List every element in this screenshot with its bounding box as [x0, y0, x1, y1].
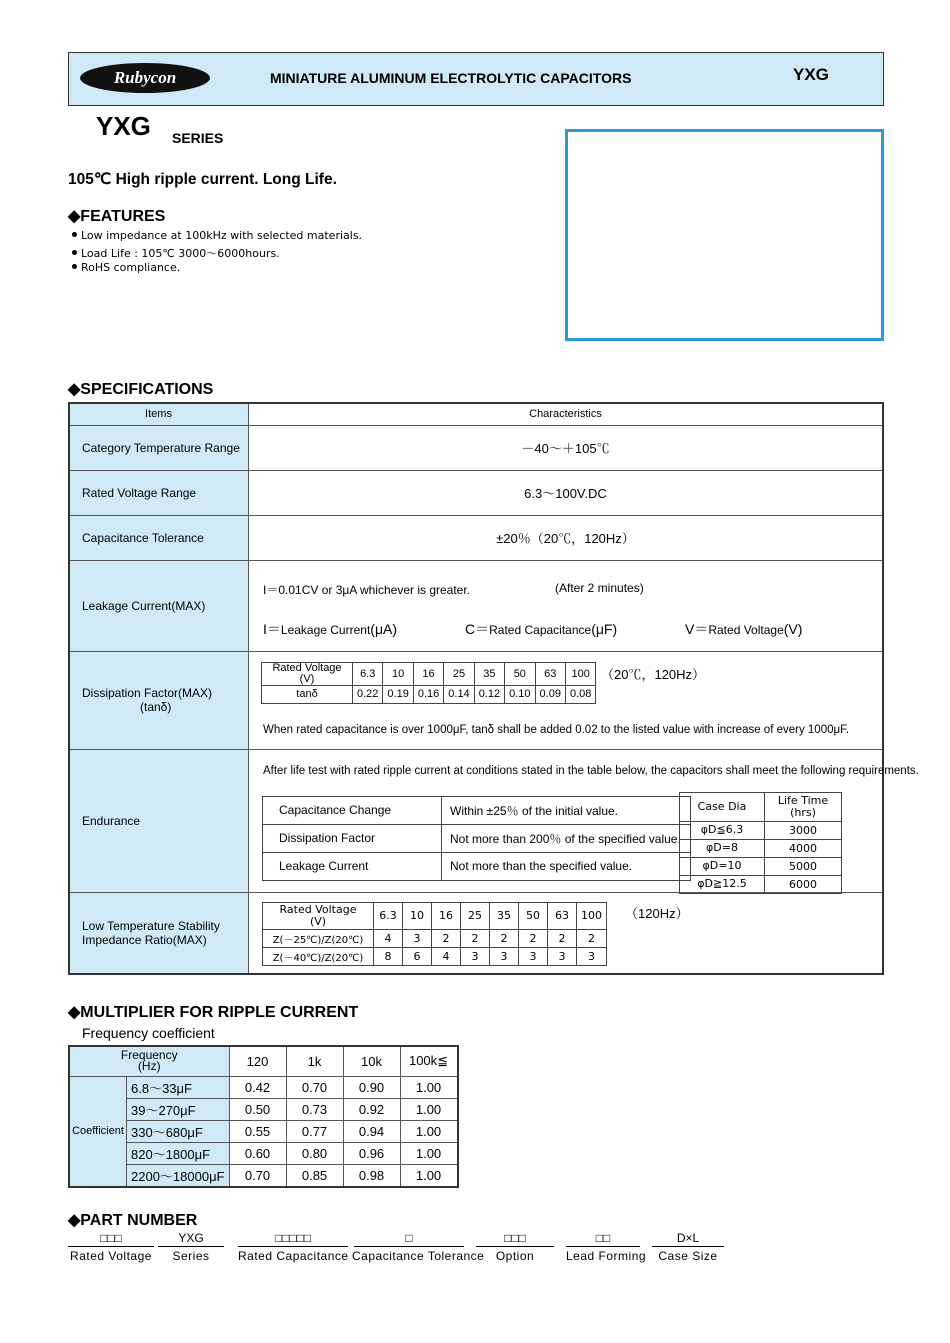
freq-120: 120 — [229, 1046, 286, 1076]
freq-1k: 1k — [286, 1046, 343, 1076]
tand-note: When rated capacitance is over 1000μF, tanδ shall be added 0.02 to the listed value with increase of every 1000μF. — [263, 723, 850, 736]
item-temperature: Category Temperature Range — [69, 425, 249, 470]
item-endurance: Endurance — [69, 749, 249, 892]
rubycon-logo: Rubycon — [80, 63, 210, 93]
specifications-title: ◆SPECIFICATIONS — [68, 381, 214, 398]
value-tolerance: ±20％（20℃，120Hz） — [249, 515, 884, 560]
part-field-lead-forming: □□ Lead Forming — [566, 1231, 647, 1263]
header-title: MINIATURE ALUMINUM ELECTROLYTIC CAPACITORS — [270, 70, 632, 86]
freq-10k: 10k — [343, 1046, 400, 1076]
impedance-ratio-table: Rated Voltage (V) 6.3 10 16 25 35 50 63 100 Z(－25℃)/Z(20℃) 4 3 2 2 2 2 2 2 Z(－40℃)/Z(20℃) 8 6 4 3 3 3 3 3 — [262, 902, 607, 966]
part-field-case-size: D×L Case Size — [652, 1231, 724, 1263]
ripple-title: ◆MULTIPLIER FOR RIPPLE CURRENT — [68, 1004, 359, 1021]
value-temperature: －40～＋105℃ — [249, 425, 884, 470]
value-endurance — [249, 749, 919, 892]
life-time-table: Case Dia Life Time (hrs) φD≦6.3 3000 φD=8 4000 φD=10 5000 φD≧12.5 6000 — [679, 792, 842, 894]
header-series-code: YXG — [793, 65, 829, 84]
col-items: Items — [69, 403, 249, 425]
series-word: SERIES — [172, 130, 224, 146]
impedance-condition: （120Hz） — [625, 905, 689, 921]
series-code: YXG — [96, 111, 151, 141]
headline: 105℃ High ripple current. Long Life. — [68, 171, 337, 188]
feature-item: Low impedance at 100kHz with selected materials. — [72, 229, 362, 242]
tand-condition: （20℃，120Hz） — [601, 666, 706, 682]
table-row: 39～270μF 0.50 0.73 0.92 1.00 — [69, 1098, 458, 1120]
part-number-title: ◆PART NUMBER — [68, 1212, 198, 1229]
leakage-c: C＝Rated Capacitance(μF) — [465, 620, 618, 637]
col-characteristics: Characteristics — [249, 403, 884, 425]
table-row: 2200～18000μF 0.70 0.85 0.98 1.00 — [69, 1164, 458, 1187]
item-dissipation: Dissipation Factor(MAX) (tanδ) — [69, 651, 249, 749]
leakage-after: (After 2 minutes) — [555, 580, 644, 595]
item-low-temperature: Low Temperature Stability Impedance Ratio(MAX) — [69, 892, 249, 974]
item-voltage: Rated Voltage Range — [69, 470, 249, 515]
value-voltage: 6.3～100V.DC — [249, 470, 884, 515]
feature-item: Load Life : 105℃ 3000～6000hours. — [72, 245, 280, 261]
part-field-rated-voltage: □□□ Rated Voltage — [68, 1231, 154, 1263]
part-field-rated-capacitance: □□□□□ Rated Capacitance — [238, 1231, 349, 1263]
item-tolerance: Capacitance Tolerance — [69, 515, 249, 560]
feature-item: RoHS compliance. — [72, 261, 180, 274]
leakage-v: V＝Rated Voltage(V) — [685, 620, 803, 637]
product-image-frame — [565, 129, 884, 341]
freq-label: Frequency (Hz) — [69, 1046, 229, 1076]
table-row: 330～680μF 0.55 0.77 0.94 1.00 — [69, 1120, 458, 1142]
part-field-option: □□□ Option — [476, 1231, 554, 1263]
bullet-icon — [72, 250, 77, 255]
ripple-subtitle: Frequency coefficient — [82, 1025, 215, 1041]
value-low-temperature — [249, 892, 884, 974]
endurance-intro: After life test with rated ripple current at conditions stated in the table below, the capacitors shall meet the following requirements. — [263, 764, 919, 777]
specifications-table — [68, 402, 919, 975]
tand-table: Rated Voltage (V) 6.3 10 16 25 35 50 63 100 tanδ 0.22 0.19 0.16 0.14 0.12 0.10 0.09 0.08 — [261, 662, 596, 704]
part-field-capacitance-tolerance: □ Capacitance Tolerance — [352, 1231, 485, 1263]
features-title: ◆FEATURES — [68, 208, 166, 225]
part-field-series: YXG Series — [158, 1231, 224, 1263]
endurance-criteria-table: Capacitance Change Within ±25％ of the initial value. Dissipation Factor Not more than 200％ of the specified value. Leakage Current Not more than the specified value. — [262, 796, 691, 881]
coefficient-label: Coefficient — [69, 1076, 127, 1187]
ripple-multiplier-table — [68, 1045, 459, 1188]
value-dissipation — [249, 651, 884, 749]
leakage-i: I＝Leakage Current(μA) — [263, 620, 398, 637]
table-row: 820～1800μF 0.60 0.80 0.96 1.00 — [69, 1142, 458, 1164]
bullet-icon — [72, 264, 77, 269]
bullet-icon — [72, 232, 77, 237]
freq-100k: 100k≦ — [400, 1046, 458, 1076]
item-leakage: Leakage Current(MAX) — [69, 560, 249, 651]
leakage-formula: I＝0.01CV or 3μA whichever is greater. — [263, 582, 471, 597]
table-row: Coefficient 6.8～33μF 0.42 0.70 0.90 1.00 — [69, 1076, 458, 1098]
value-leakage — [249, 560, 884, 651]
